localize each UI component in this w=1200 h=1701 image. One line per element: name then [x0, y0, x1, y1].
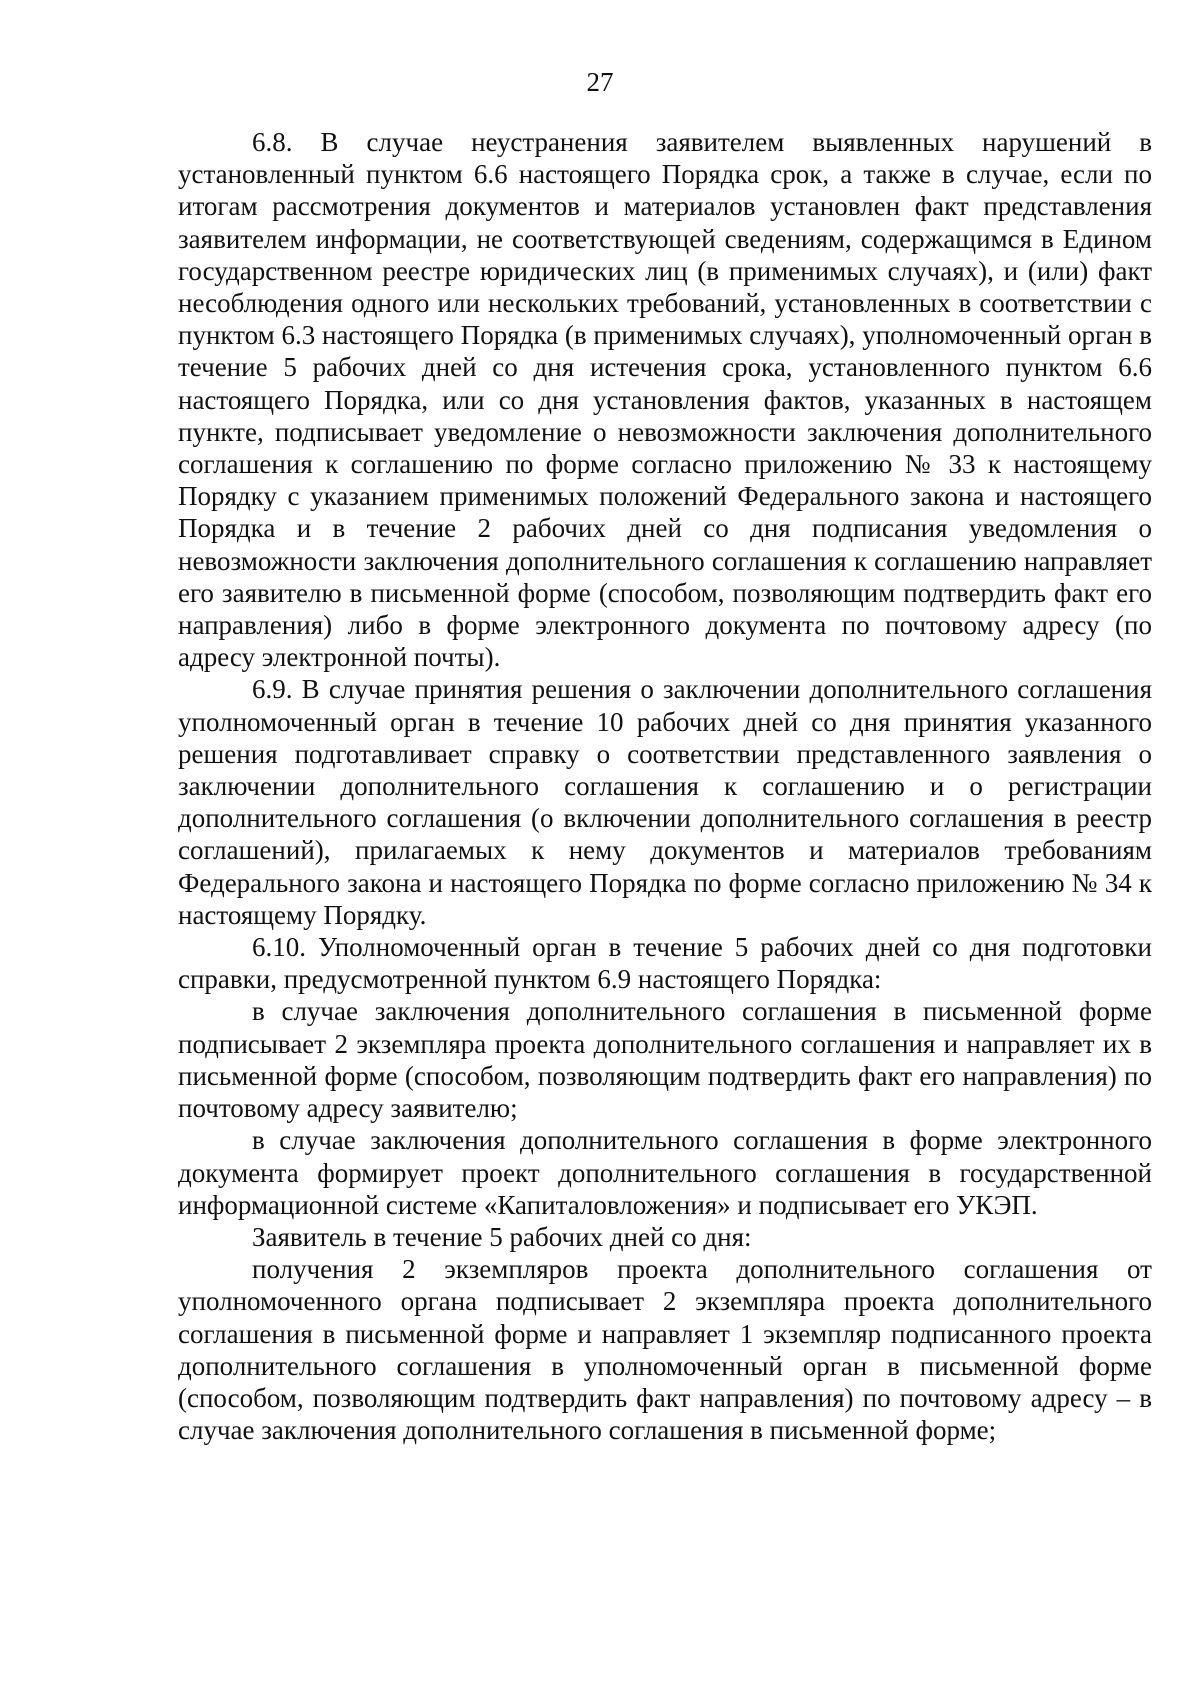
paragraph-6-9: 6.9. В случае принятия решения о заключении дополнительного соглашения уполномоченный орган в течение 10 рабочих дней со дня принятия указанного решения подготавливает справку о соответствии представленного заявления о заключении дополнительного соглашения к соглашению и о регистрации дополнительного соглашения (о включении дополнительного соглашения в реестр соглашений), прилагаемых к нему документов и материалов требованиям Федерального закона и настоящего Порядка по форме согласно приложению № 34 к настоящему Порядку.	[178, 674, 1152, 930]
paragraph-applicant-deadline: Заявитель в течение 5 рабочих дней со дня:	[252, 1221, 752, 1252]
paragraph-receipt-of-copies: получения 2 экземпляров проекта дополнительного соглашения от уполномоченного органа подписывает 2 экземпляра проекта дополнительного соглашения в письменной форме и направляет 1 экземпляр подписанного проекта дополнительного соглашения в уполномоченный орган в письменной форме (способом, позволяющим подтвердить факт направления) по почтовому адресу – в случае заключения дополнительного соглашения в письменной форме;	[178, 1254, 1152, 1446]
document-body	[178, 126, 1152, 1446]
paragraph-electronic-form: в случае заключения дополнительного соглашения в форме электронного документа формирует проект дополнительного соглашения в государственной информационной системе «Капиталовложения» и подписывает его УКЭП.	[178, 1125, 1152, 1220]
page-number: 27	[586, 67, 614, 97]
paragraph-written-form: в случае заключения дополнительного соглашения в письменной форме подписывает 2 экземпляра проекта дополнительного соглашения и направляет их в письменной форме (способом, позволяющим подтвердить факт его направления) по почтовому адресу заявителю;	[178, 996, 1152, 1124]
paragraph-6-8: 6.8. В случае неустранения заявителем выявленных нарушений в установленный пунктом 6.6 настоящего Порядка срок, а также в случае, если по итогам рассмотрения документов и материалов установлен факт представления заявителем информации, не соответствующей сведениям, содержащимся в Едином государственном реестре юридических лиц (в применимых случаях), и (или) факт несоблюдения одного или нескольких требований, установленных в соответствии с пунктом 6.3 настоящего Порядка (в применимых случаях), уполномоченный орган в течение 5 рабочих дней со дня истечения срока, установленного пунктом 6.6 настоящего Порядка, или со дня установления фактов, указанных в настоящем пункте, подписывает уведомление о невозможности заключения дополнительного соглашения к соглашению по форме согласно приложению № 33 к настоящему Порядку с указанием применимых положений Федерального закона и настоящего Порядка и в течение 2 рабочих дней со дня подписания уведомления о невозможности заключения дополнительного соглашения к соглашению направляет его заявителю в письменной форме (способом, позволяющим подтвердить факт его направления) либо в форме электронного документа по почтовому адресу (по адресу электронной почты).	[178, 127, 1152, 673]
paragraph-6-10: 6.10. Уполномоченный орган в течение 5 рабочих дней со дня подготовки справки, предусмотренной пунктом 6.9 настоящего Порядка:	[178, 932, 1152, 995]
